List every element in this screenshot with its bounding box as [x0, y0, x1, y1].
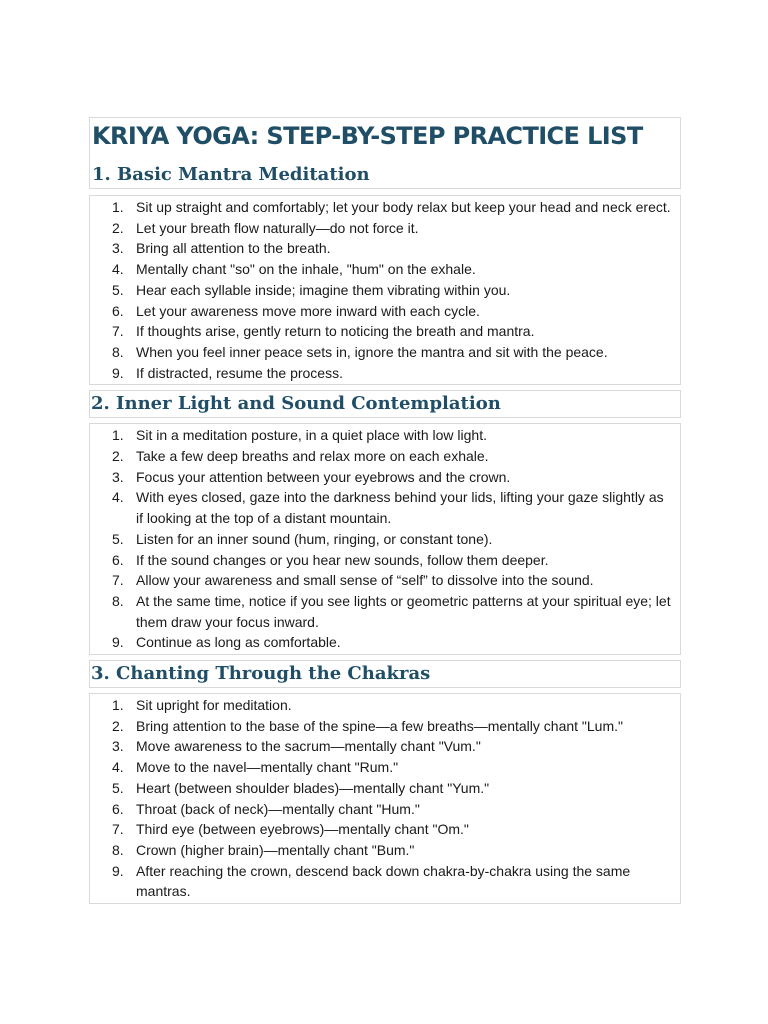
list-item-text: Heart (between shoulder blades)—mentally chant "Yum.": [136, 779, 490, 796]
list-item-text: If the sound changes or you hear new sounds, follow them deeper.: [136, 551, 549, 568]
list-item-text: Throat (back of neck)—mentally chant "Hum.": [136, 800, 420, 817]
list-item: 8. At the same time, notice if you see lights or geometric patterns at your spiritual eye; let them draw your focus inward.: [112, 592, 671, 630]
list-item: 7. If thoughts arise, gently return to noticing the breath and mantra.: [112, 323, 535, 340]
ordered-list: [112, 695, 672, 902]
list-item: 9. Continue as long as comfortable.: [112, 634, 341, 651]
list-item-text: Sit upright for meditation.: [136, 697, 292, 714]
list-item: 7. Allow your awareness and small sense of “self” to dissolve into the sound.: [112, 572, 594, 589]
title-block: [89, 117, 681, 189]
list-item: 3. Move awareness to the sacrum—mentally chant "Vum.": [112, 738, 481, 755]
list-item: 5. Listen for an inner sound (hum, ringing, or constant tone).: [112, 530, 493, 547]
list-item: 3. Bring all attention to the breath.: [112, 240, 331, 257]
document-title: KRIYA YOGA: STEP-BY-STEP PRACTICE LIST: [92, 122, 643, 150]
list-item-text: Move awareness to the sacrum—mentally chant "Vum.": [136, 738, 481, 755]
list-item: 4. With eyes closed, gaze into the darkness behind your lids, lifting your gaze slightly as if looking at the top of a distant mountain.: [112, 489, 664, 527]
list-item-text: Hear each syllable inside; imagine them vibrating within you.: [136, 281, 511, 298]
list-item-text: Sit in a meditation posture, in a quiet place with low light.: [136, 427, 487, 444]
list-item-text: With eyes closed, gaze into the darkness behind your lids, lifting your gaze slightly as if looking at the top of a distant mountain.: [136, 489, 664, 527]
list-item: 1. Sit up straight and comfortably; let your body relax but keep your head and neck erect.: [112, 199, 671, 215]
section-heading-2: 2. Inner Light and Sound Contemplation: [91, 393, 501, 415]
list-item: 5. Hear each syllable inside; imagine them vibrating within you.: [112, 281, 511, 298]
list-item-text: Listen for an inner sound (hum, ringing, or constant tone).: [136, 530, 493, 547]
list-item: 8. When you feel inner peace sets in, ignore the mantra and sit with the peace.: [112, 343, 608, 360]
list-item-text: Let your awareness move more inward with each cycle.: [136, 302, 480, 319]
list-item: 8. Crown (higher brain)—mentally chant "Bum.": [112, 841, 415, 858]
list-item: 9. If distracted, resume the process.: [112, 364, 343, 381]
list-item: 4. Mentally chant "so" on the inhale, "hum" on the exhale.: [112, 261, 476, 278]
list-item: 3. Focus your attention between your eyebrows and the crown.: [112, 468, 511, 485]
list-item-text: Allow your awareness and small sense of “self” to dissolve into the sound.: [136, 572, 594, 589]
list-item-text: After reaching the crown, descend back down chakra-by-chakra using the same mantras.: [136, 862, 631, 900]
section-list-3: [89, 693, 681, 904]
section-heading-block-3: [89, 660, 681, 688]
list-item-text: Third eye (between eyebrows)—mentally chant "Om.": [136, 821, 469, 838]
ordered-list: [112, 197, 672, 383]
list-item-text: Let your breath flow naturally—do not force it.: [136, 219, 419, 236]
list-item-text: Move to the navel—mentally chant "Rum.": [136, 759, 399, 776]
list-item: 6. Throat (back of neck)—mentally chant "Hum.": [112, 800, 420, 817]
document-page: [89, 117, 681, 904]
ordered-list: [112, 425, 672, 653]
list-item-text: Bring all attention to the breath.: [136, 240, 331, 257]
list-item: 1. Sit in a meditation posture, in a quiet place with low light.: [112, 427, 487, 444]
section-list-2: [89, 423, 681, 655]
list-item-text: Take a few deep breaths and relax more on each exhale.: [136, 448, 489, 465]
section-heading-3: 3. Chanting Through the Chakras: [91, 663, 431, 685]
section-list-1: [89, 195, 681, 385]
list-item-text: Bring attention to the base of the spine—a few breaths—mentally chant "Lum.": [136, 717, 623, 734]
list-item: 7. Third eye (between eyebrows)—mentally chant "Om.": [112, 821, 469, 838]
list-item: 6. Let your awareness move more inward with each cycle.: [112, 302, 480, 319]
list-item: 2. Take a few deep breaths and relax more on each exhale.: [112, 448, 489, 465]
list-item: 4. Move to the navel—mentally chant "Rum.": [112, 759, 399, 776]
list-item: 9. After reaching the crown, descend back down chakra-by-chakra using the same mantras.: [112, 862, 631, 900]
section-heading-1: 1. Basic Mantra Meditation: [92, 164, 370, 185]
list-item: 1. Sit upright for meditation.: [112, 697, 292, 714]
list-item-text: Sit up straight and comfortably; let your body relax but keep your head and neck erect.: [136, 199, 671, 215]
section-heading-block-2: [89, 390, 681, 418]
list-item-text: Crown (higher brain)—mentally chant "Bum.": [136, 841, 415, 858]
list-item-text: When you feel inner peace sets in, ignore the mantra and sit with the peace.: [136, 343, 608, 360]
list-item-text: If distracted, resume the process.: [136, 364, 343, 381]
list-item: 2. Bring attention to the base of the spine—a few breaths—mentally chant "Lum.": [112, 717, 623, 734]
list-item-text: If thoughts arise, gently return to noticing the breath and mantra.: [136, 323, 535, 340]
list-item: 6. If the sound changes or you hear new sounds, follow them deeper.: [112, 551, 549, 568]
list-item-text: Continue as long as comfortable.: [136, 634, 341, 651]
list-item-text: Mentally chant "so" on the inhale, "hum" on the exhale.: [136, 261, 476, 278]
list-item-text: Focus your attention between your eyebrows and the crown.: [136, 468, 511, 485]
list-item: 5. Heart (between shoulder blades)—mentally chant "Yum.": [112, 779, 490, 796]
list-item-text: At the same time, notice if you see lights or geometric patterns at your spiritual eye; let them draw your focus inward.: [136, 592, 671, 630]
list-item: 2. Let your breath flow naturally—do not force it.: [112, 219, 419, 236]
